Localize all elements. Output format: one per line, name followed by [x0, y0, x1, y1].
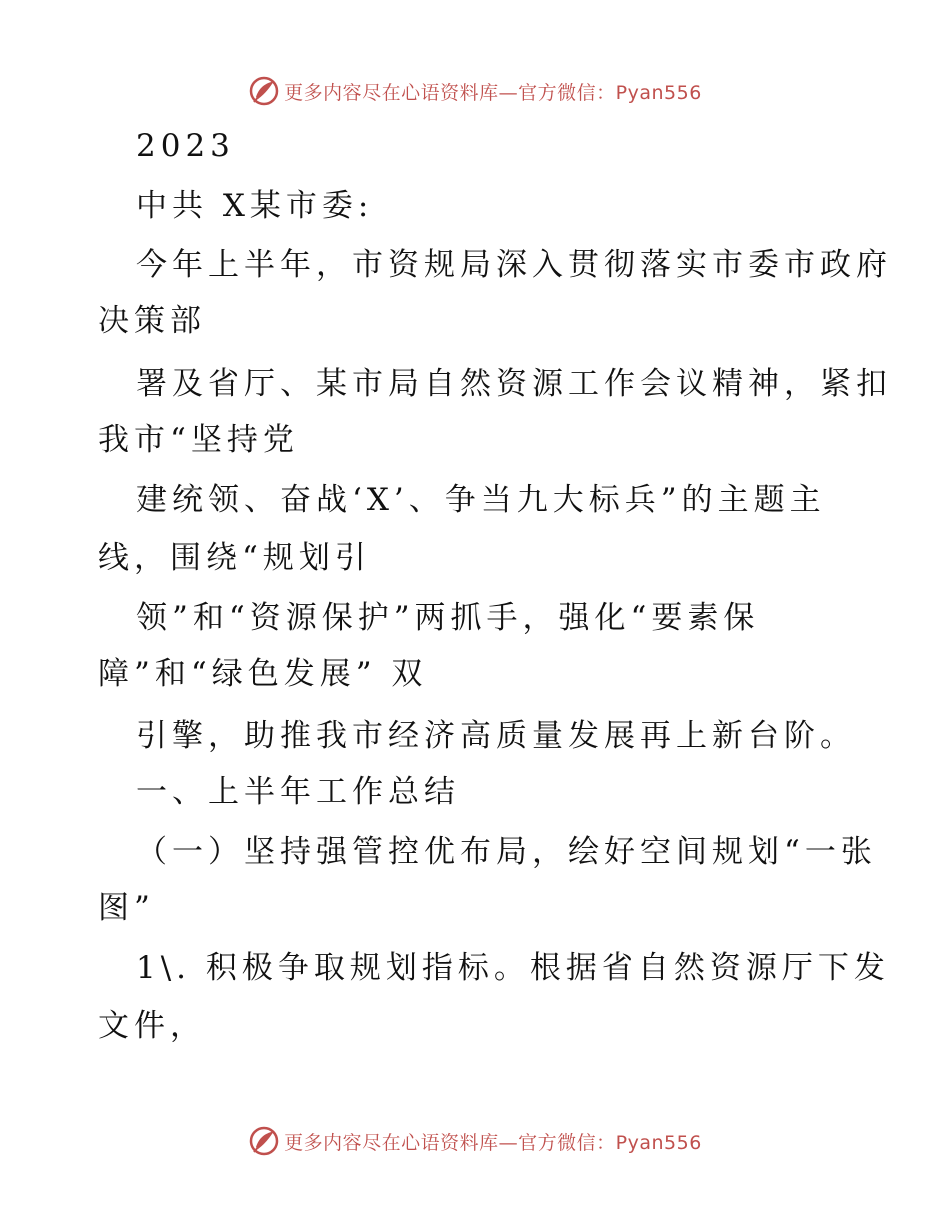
doc-line: 图”: [98, 890, 155, 926]
watermark-footer: [0, 1124, 950, 1158]
pen-logo-icon: [248, 1125, 280, 1157]
watermark-header: [0, 74, 950, 108]
doc-line: 1\. 积极争取规划指标。根据省自然资源厅下发: [136, 950, 890, 986]
subsection-heading: （一）坚持强管控优布局，绘好空间规划“一张: [136, 834, 877, 870]
watermark-text: 更多内容尽在心语资料库—官方微信：Pyan556: [284, 81, 702, 104]
doc-line: 障”和“绿色发展” 双: [98, 656, 428, 692]
doc-line: 我市“坚持党: [98, 422, 299, 458]
watermark-text: 更多内容尽在心语资料库—官方微信：Pyan556: [284, 1131, 702, 1154]
doc-line-year: 2023: [136, 128, 235, 164]
doc-line: 领”和“资源保护”两抓手，强化“要素保: [136, 600, 760, 636]
doc-line: 文件，: [98, 1008, 206, 1044]
doc-line: 线，围绕“规划引: [98, 540, 371, 576]
section-heading: 一、上半年工作总结: [136, 774, 460, 810]
pen-logo-icon: [248, 75, 280, 107]
doc-line: 引擎，助推我市经济高质量发展再上新台阶。: [136, 718, 856, 754]
doc-line: 署及省厅、某市局自然资源工作会议精神，紧扣: [136, 366, 892, 402]
doc-line: 决策部: [98, 303, 206, 339]
doc-line-addressee: 中共 X某市委:: [136, 188, 374, 224]
doc-line: 今年上半年，市资规局深入贯彻落实市委市政府: [136, 247, 892, 283]
doc-line: 建统领、奋战‘X’、争当九大标兵”的主题主: [136, 482, 826, 518]
